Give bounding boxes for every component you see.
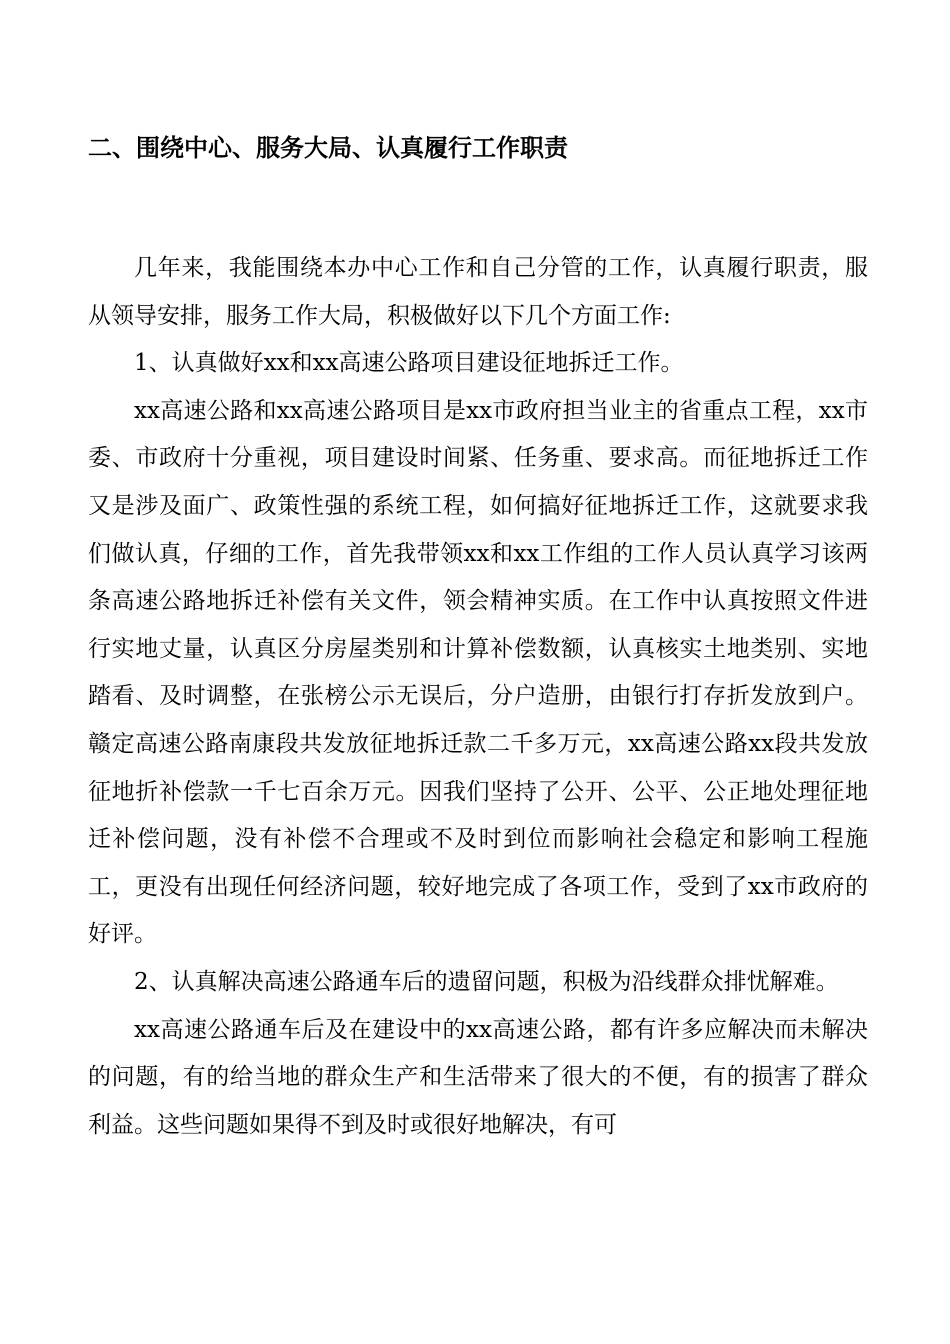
document-body [88,245,868,1149]
paragraph-intro: 几年来，我能围绕本办中心工作和自己分管的工作，认真履行职责，服从领导安排，服务工作大局，积极做好以下几个方面工作: [88,255,868,329]
section-heading: 二、围绕中心、服务大局、认真履行工作职责 [88,134,568,162]
paragraph-item-2-title: 2、认真解决高速公路通车后的遗留问题，积极为沿线群众排忧解难。 [134,968,839,995]
paragraph-item-1-body: xx高速公路和xx高速公路项目是xx市政府担当业主的省重点工程，xx市委、市政府十分重视，项目建设时间紧、任务重、要求高。而征地拆迁工作又是涉及面广、政策性强的系统工程，如何搞好征地拆迁工作，这就要求我们做认真，仔细的工作，首先我带领xx和xx工作组的工作人员认真学习该两条高速公路地拆迁补偿有关文件，领会精神实质。在工作中认真按照文件进行实地丈量，认真区分房屋类别和计算补偿数额，认真核实土地类别、实地踏看、及时调整，在张榜公示无误后，分户造册，由银行打存折发放到户。赣定高速公路南康段共发放征地拆迁款二千多万元，xx高速公路xx段共发放征地折补偿款一千七百余万元。因我们坚持了公开、公平、公正地处理征地迁补偿问题，没有补偿不合理或不及时到位而影响社会稳定和影响工程施工，更没有出现任何经济问题，较好地完成了各项工作，受到了xx市政府的好评。 [88,397,868,948]
paragraph-item-2-body: xx高速公路通车后及在建设中的xx高速公路，都有许多应解决而未解决的问题，有的给当地的群众生产和生活带来了很大的不便，有的损害了群众利益。这些问题如果得不到及时或很好地解决，有可 [88,1016,868,1138]
paragraph-item-1-title: 1、认真做好xx和xx高速公路项目建设征地拆迁工作。 [134,350,684,377]
